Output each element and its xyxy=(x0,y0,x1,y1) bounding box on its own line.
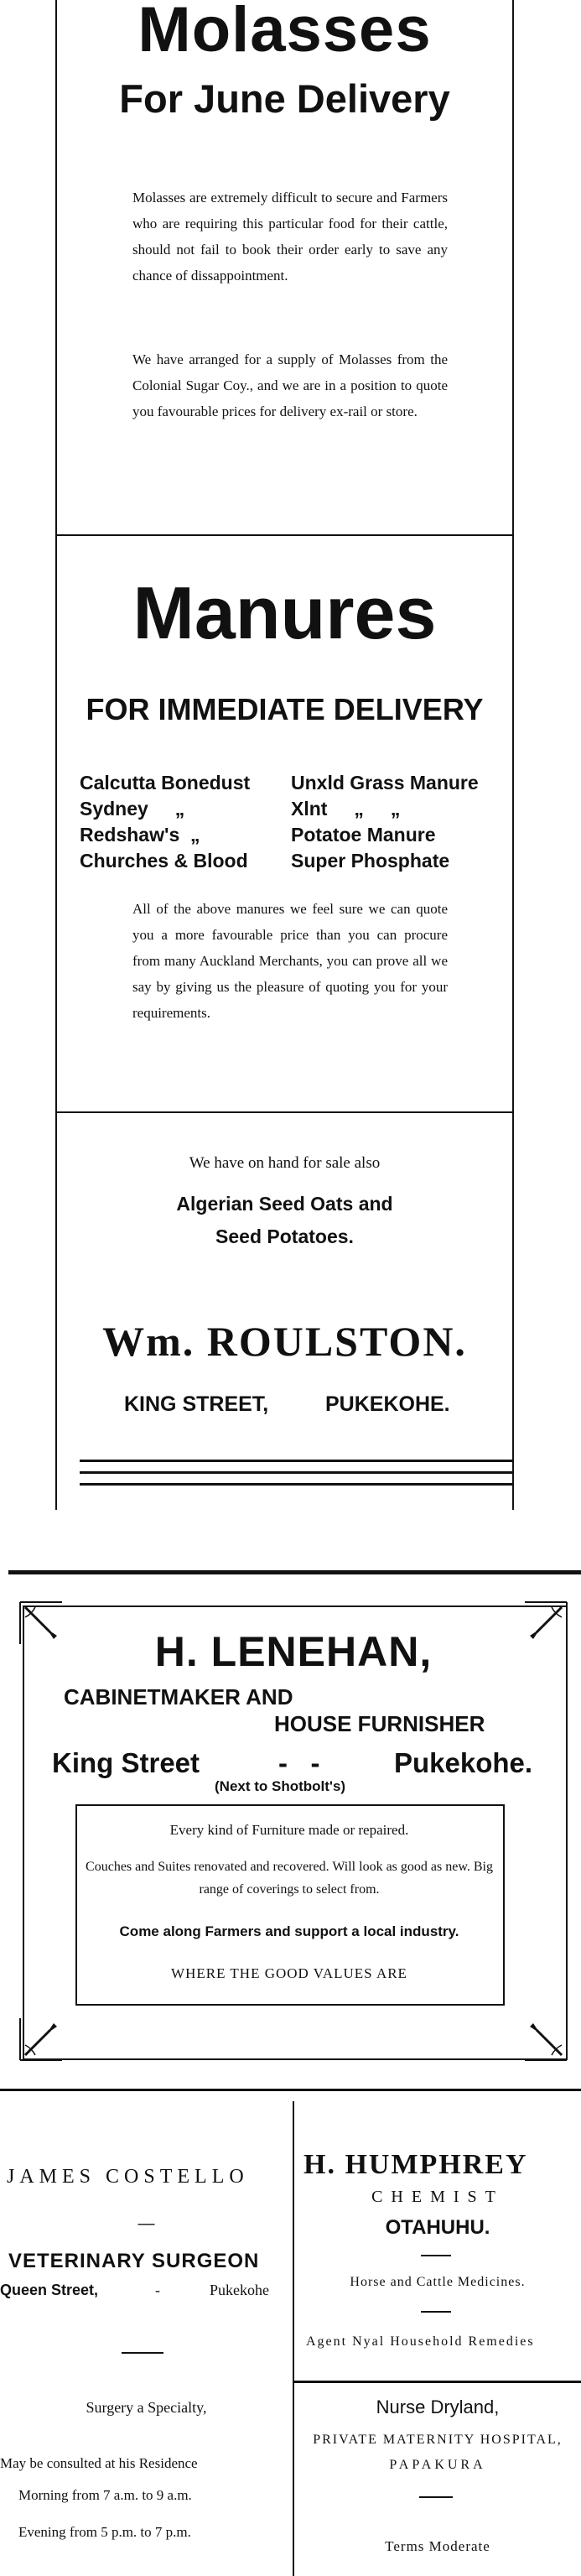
costello-dash: — xyxy=(137,2214,155,2233)
lenehan-name: H. LENEHAN, xyxy=(154,1628,433,1675)
corner-ornament-icon xyxy=(521,2015,570,2063)
roulston-name: Wm. ROULSTON. xyxy=(102,1318,467,1365)
also-intro: We have on hand for sale also xyxy=(189,1154,381,1172)
lenehan-box-line-4: WHERE THE GOOD VALUES ARE xyxy=(171,1965,407,1981)
costello-consult: May be consulted at his Residence xyxy=(0,2455,198,2471)
divider xyxy=(421,2255,451,2256)
also-line-1: Algerian Seed Oats and xyxy=(176,1193,393,1215)
molasses-paragraph-2: We have arranged for a supply of Molasses from the Colonial Sugar Coy., and we are in a position to quote you favourable prices for delivery ex-rail or store. xyxy=(132,351,448,419)
manure-item: Unxld Grass Manure xyxy=(291,772,479,794)
lenehan-line-1: CABINETMAKER AND xyxy=(64,1684,293,1710)
humphrey-line-1: Horse and Cattle Medicines. xyxy=(350,2275,526,2289)
manure-item: Potatoe Manure xyxy=(291,824,436,846)
costello-town: Pukekohe xyxy=(210,2282,269,2298)
divider xyxy=(80,1483,512,1486)
manures-paragraph: All of the above manures we feel sure we can quote you a more favourable price than you can procure from many Auckland Merchants, you can prove all we say by giving us the pleasure of quoting you for your requirements. xyxy=(132,901,448,1021)
costello-specialty: Surgery a Specialty, xyxy=(86,2399,207,2416)
manure-item: Redshaw's „ xyxy=(80,824,200,846)
section-divider xyxy=(0,2089,581,2091)
costello-sep: - xyxy=(155,2282,160,2298)
costello-name: JAMES COSTELLO xyxy=(7,2166,249,2188)
costello-title: VETERINARY SURGEON xyxy=(8,2250,260,2272)
manure-list-left xyxy=(80,770,281,874)
humphrey-name: H. HUMPHREY xyxy=(303,2149,528,2180)
roulston-town: PUKEKOHE. xyxy=(325,1392,450,1416)
corner-ornament-icon xyxy=(17,1599,65,1647)
manure-item: Sydney „ xyxy=(80,798,185,820)
divider xyxy=(80,1471,512,1474)
also-line-2: Seed Potatoes. xyxy=(215,1226,354,1247)
humphrey-nurse: Nurse Dryland, xyxy=(376,2396,500,2417)
divider xyxy=(419,2496,453,2498)
divider xyxy=(122,2352,163,2354)
lenehan-box-line-1: Every kind of Furniture made or repaired. xyxy=(169,1822,409,1838)
section-divider xyxy=(8,1570,581,1574)
divider xyxy=(421,2311,451,2313)
costello-street: Queen Street, xyxy=(0,2282,99,2298)
manure-item: Super Phosphate xyxy=(291,850,450,872)
humphrey-line-2: Agent Nyal Household Remedies xyxy=(306,2334,535,2349)
column-divider xyxy=(293,2101,294,2576)
manure-item: Churches & Blood xyxy=(80,850,248,872)
humphrey-town: OTAHUHU. xyxy=(385,2216,490,2239)
lenehan-line-2: HOUSE FURNISHER xyxy=(274,1711,485,1736)
humphrey-place: PAPAKURA xyxy=(389,2458,486,2472)
divider xyxy=(57,1111,512,1113)
divider xyxy=(294,2381,581,2383)
divider xyxy=(80,1460,512,1462)
humphrey-hospital: PRIVATE MATERNITY HOSPITAL, xyxy=(313,2433,563,2447)
manure-list-right xyxy=(291,770,509,874)
corner-ornament-icon xyxy=(521,1599,570,1647)
manures-subtitle: FOR IMMEDIATE DELIVERY xyxy=(86,692,484,726)
costello-evening: Evening from 5 p.m. to 7 p.m. xyxy=(18,2524,191,2540)
lenehan-town: Pukekohe. xyxy=(394,1747,533,1778)
lenehan-next-to: (Next to Shotbolt's) xyxy=(215,1778,346,1794)
roulston-street: KING STREET, xyxy=(124,1392,269,1416)
ad-border-right xyxy=(512,0,514,1510)
molasses-subtitle: For June Delivery xyxy=(119,76,450,121)
lenehan-box-line-3: Come along Farmers and support a local industry. xyxy=(119,1923,459,1939)
lenehan-box-line-2: Couches and Suites renovated and recovered. Will look as good as new. Big range of coverings to select from. xyxy=(86,1860,493,1897)
humphrey-title: CHEMIST xyxy=(371,2188,504,2206)
molasses-title: Molasses xyxy=(137,0,432,65)
manure-item: Xlnt „ „ xyxy=(291,798,401,820)
manure-item: Calcutta Bonedust xyxy=(80,772,251,794)
divider xyxy=(57,534,512,536)
molasses-paragraph-1: Molasses are extremely difficult to secure and Farmers who are requiring this particular food for their cattle, should not fail to book their order early to save any chance of dissappointment. xyxy=(132,190,448,284)
lenehan-street: King Street xyxy=(52,1747,200,1778)
manures-title: Manures xyxy=(132,571,437,654)
corner-ornament-icon xyxy=(17,2015,65,2063)
costello-morning: Morning from 7 a.m. to 9 a.m. xyxy=(18,2487,192,2503)
humphrey-terms: Terms Moderate xyxy=(385,2538,490,2554)
lenehan-dashes: - - xyxy=(278,1747,320,1778)
ad-border-left xyxy=(55,0,57,1510)
